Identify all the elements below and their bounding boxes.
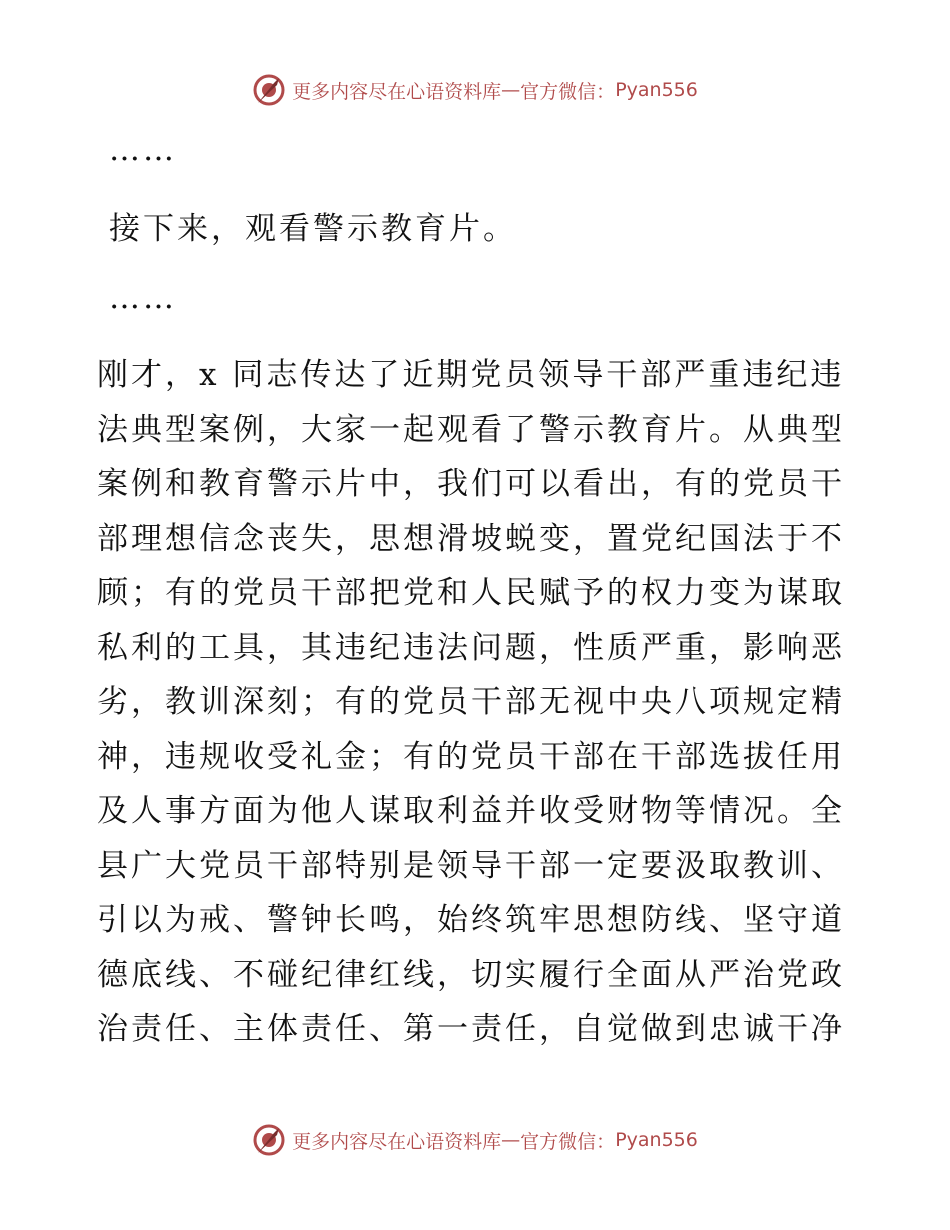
- watermark-footer: [0, 1120, 950, 1160]
- watermark-label: 官方微信：: [520, 80, 616, 103]
- feather-logo-icon: [252, 73, 286, 107]
- paragraph-line: 及人事方面为他人谋取利益并收受财物等情况。全: [97, 793, 845, 829]
- paragraph-line: 法典型案例，大家一起观看了警示教育片。从典型: [97, 411, 845, 448]
- document-body: [97, 120, 857, 1057]
- watermark-label: 官方微信：: [520, 1130, 616, 1153]
- paragraph-line: 顾；有的党员干部把党和人民赋予的权力变为谋取: [97, 575, 845, 611]
- watermark-dash: —: [501, 79, 521, 101]
- paragraph-line: 劣，教训深刻；有的党员干部无视中央八项规定精: [97, 684, 845, 720]
- paragraph-line: 县广大党员干部特别是领导干部一定要汲取教训、: [97, 847, 845, 884]
- paragraph-line: 部理想信念丧失，思想滑坡蜕变，置党纪国法于不: [97, 520, 845, 557]
- watermark-wechat-id: Pyan556: [615, 1129, 698, 1151]
- paragraph-line: 治责任、主体责任、第一责任，自觉做到忠诚干净: [97, 1011, 845, 1047]
- watermark-text-main: 更多内容尽在心语资料库: [292, 80, 502, 103]
- ellipsis-2: ……: [109, 280, 177, 316]
- watermark-dash: —: [501, 1129, 521, 1151]
- paragraph-line: 神，违规收受礼金；有的党员干部在干部选拔任用: [97, 738, 845, 775]
- paragraph-line: 私利的工具，其违纪违法问题，性质严重，影响恶: [97, 629, 845, 666]
- paragraph-line: 刚才，x 同志传达了近期党员领导干部严重违纪违: [97, 357, 845, 393]
- ellipsis-1: ……: [109, 132, 177, 168]
- main-paragraph: [97, 348, 857, 1057]
- feather-logo-icon: [252, 1123, 286, 1157]
- watermark-header: [0, 70, 950, 110]
- paragraph-line: 引以为戒、警钟长鸣，始终筑牢思想防线、坚守道: [97, 902, 845, 938]
- paragraph-line: 德底线、不碰纪律红线，切实履行全面从严治党政: [97, 956, 845, 993]
- watermark-text-main: 更多内容尽在心语资料库: [292, 1130, 502, 1153]
- text-line-watch-film: 接下来，观看警示教育片。: [109, 211, 517, 247]
- watermark-wechat-id: Pyan556: [615, 79, 698, 101]
- paragraph-line: 案例和教育警示片中，我们可以看出，有的党员干: [97, 466, 845, 502]
